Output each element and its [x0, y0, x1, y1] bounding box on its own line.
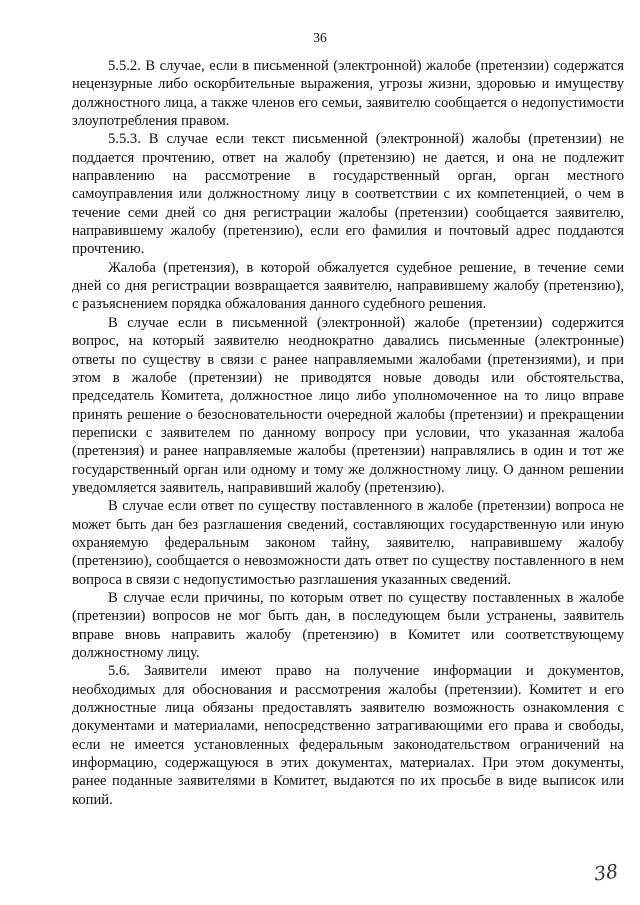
- paragraph-reasons-eliminated: В случае если причины, по которым ответ по существу поставленных в жалобе (претензии) вопросов не мог быть дан, в последующем были устранены, заявитель вправе вновь направить жалобу (претензию) в Комитет или соответствующему должностному лицу.: [72, 589, 624, 661]
- paragraph-court-decision: Жалоба (претензия), в которой обжалуется судебное решение, в течение семи дней со дня регистрации возвращается заявителю, направившему жалобу (претензию), с разъяснением порядка обжалования данного судебного решения.: [72, 259, 624, 313]
- paragraph-5-6: 5.6. Заявители имеют право на получение информации и документов, необходимых для обоснования и рассмотрения жалобы (претензии). Комитет и его должностные лица обязаны предоставлять заявителю возможность ознакомления с документами и материалами, непосредственно затрагивающими его права и свободы, если не имеется установленных федеральным законодательством ограничений на информацию, содержащуюся в этих документах, материалах. При этом документы, ранее поданные заявителями в Комитет, выдаются по их просьбе в виде выписок или копий.: [72, 663, 624, 808]
- handwritten-page-number: 38: [592, 860, 620, 886]
- paragraph-state-secret: В случае если ответ по существу поставленного в жалобе (претензии) вопроса не может быть дан без разглашения сведений, составляющих государственную или иную охраняемую федеральным законом тайну, заявителю, направившему жалобу (претензию), сообщается о невозможности дать ответ по существу поставленного в нем вопроса в связи с недопустимостью разглашения указанных сведений.: [72, 498, 624, 588]
- paragraph-5-5-3: 5.5.3. В случае если текст письменной (электронной) жалобы (претензии) не поддается прочтению, ответ на жалобу (претензию) не дается, и она не подлежит направлению на рассмотрение в государственный орган, орган местного самоуправления или должностному лицу в соответствии с их компетенцией, о чем в течение семи дней со дня регистрации жалобы (претензии) сообщается заявителю, направившему жалобу (претензию), если его фамилия и почтовый адрес поддаются прочтению.: [72, 131, 624, 258]
- paragraph-repeated-complaint: В случае если в письменной (электронной) жалобе (претензии) содержится вопрос, на который заявителю неоднократно давались письменные (электронные) ответы по существу в связи с ранее направляемыми жалобами (претензиями), и при этом в жалобе (претензии) не приводятся новые доводы или обстоятельства, председатель Комитета, должностное лицо либо уполномоченное на то лицо вправе принять решение о безосновательности очередной жалобы (претензии) и прекращении переписки с заявителем по данному вопросу при условии, что указанная жалоба (претензия) и ранее направляемые жалобы (претензии) направлялись в один и тот же государственный орган или одному и тому же должностному лицу. О данном решении уведомляется заявитель, направивший жалобу (претензию).: [72, 314, 624, 496]
- document-body: [72, 57, 624, 809]
- paragraph-5-5-2: 5.5.2. В случае, если в письменной (электронной) жалобе (претензии) содержатся нецензурные либо оскорбительные выражения, угрозы жизни, здоровью и имуществу должностного лица, а также членов его семьи, заявителю сообщается о недопустимости злоупотребления правом.: [72, 58, 624, 130]
- page-number: 36: [313, 30, 327, 45]
